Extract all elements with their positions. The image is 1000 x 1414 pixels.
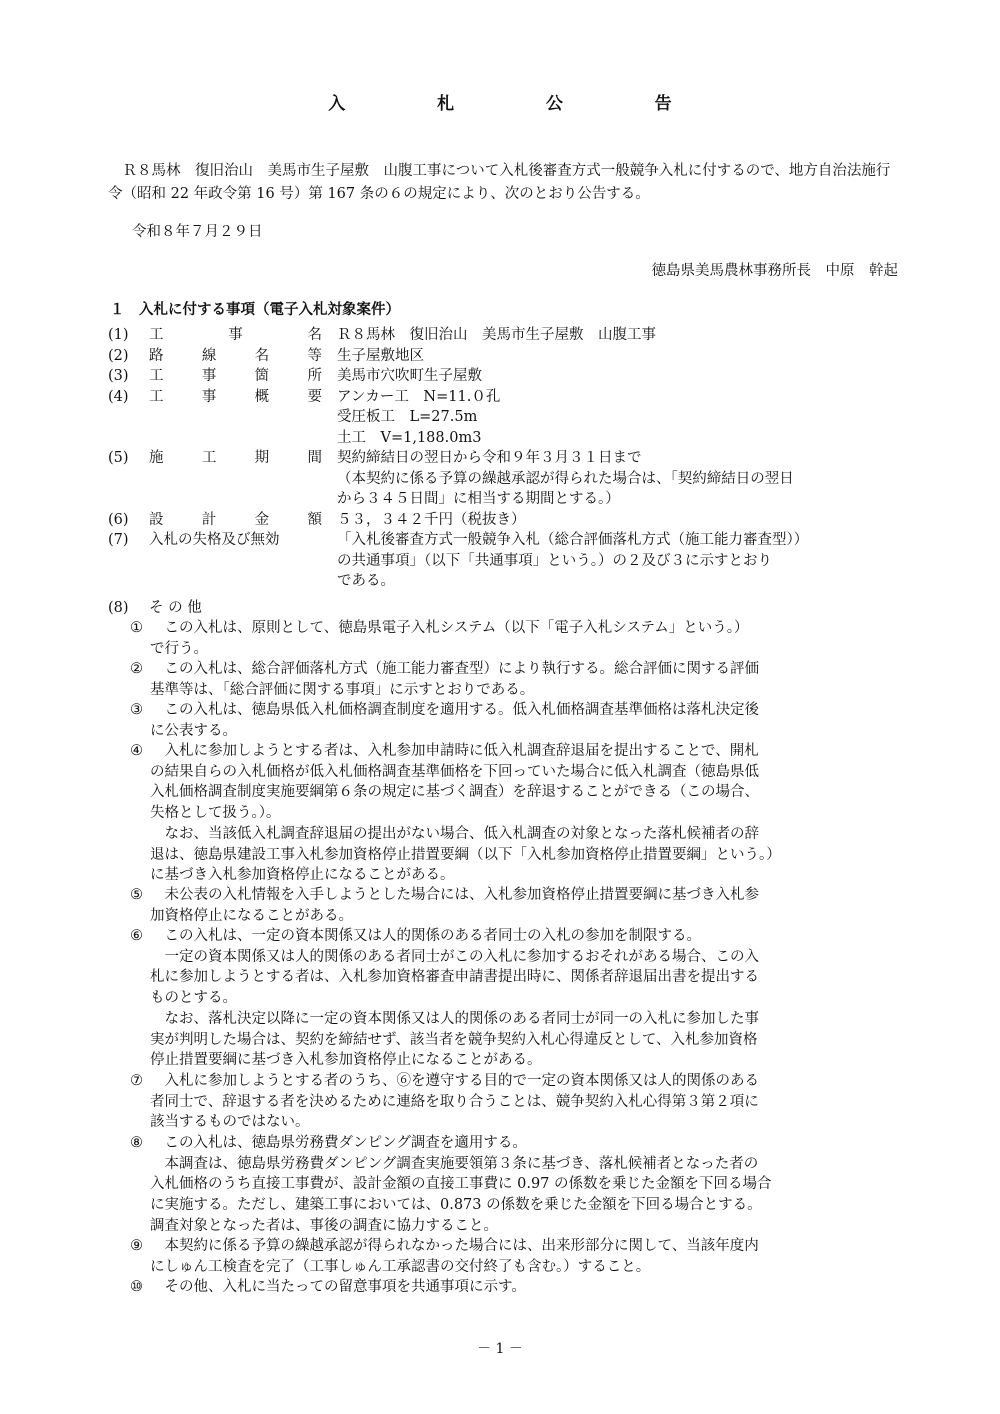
subitem-marker: ⑤ xyxy=(130,887,143,903)
item-number: (5) xyxy=(108,450,129,466)
label-char: 概 xyxy=(254,388,270,405)
label-char: 設 xyxy=(149,511,164,528)
signer: 徳島県美馬農林事務所長 中原 幹起 xyxy=(651,263,898,279)
label-char: 工 xyxy=(201,450,217,466)
item-label: そ の 他 xyxy=(149,600,202,616)
subitem-text xyxy=(150,1236,898,1277)
subitem-text xyxy=(150,1071,898,1133)
item-7 xyxy=(108,530,898,592)
subitem-line: に基づき入札参加資格停止になることがある。 xyxy=(150,867,455,884)
subitem-line: 未公表の入札情報を入手しようとした場合には、入札参加資格停止措置要綱に基づき入札参 xyxy=(164,887,759,903)
value-line: アンカー工 N=11.０孔 xyxy=(337,388,501,405)
subitem-line: 札に参加しようとする者は、入札参加資格審査申請書提出時に、関係者辞退届出書を提出する xyxy=(150,969,759,986)
label-char: 等 xyxy=(307,347,322,364)
item-value xyxy=(337,366,898,387)
subitem-line: 基準等は、「総合評価に関する事項」に示すとおりである。 xyxy=(150,681,535,698)
subitem-text xyxy=(150,618,898,659)
label-char: 工 xyxy=(149,368,164,384)
item-8-heading xyxy=(108,598,202,619)
label-char: 額 xyxy=(307,511,322,528)
subitem-marker: ⑨ xyxy=(130,1238,143,1254)
subitem xyxy=(130,700,898,741)
label-char: 計 xyxy=(201,511,217,528)
subitem-line: に公表する。 xyxy=(150,722,237,739)
subitem-line: この入札は、総合評価落札方式（施工能力審査型）により執行する。総合評価に関する評価 xyxy=(164,661,759,677)
subitem xyxy=(130,926,898,1071)
item-value xyxy=(337,530,898,592)
label-char: 工 xyxy=(149,327,164,343)
label-char: 名 xyxy=(307,327,322,343)
item-number: (3) xyxy=(108,368,129,384)
item-value xyxy=(337,448,898,510)
subitem-line: この入札は、一定の資本関係又は人的関係のある者同士の入札の参加を制限する。 xyxy=(164,928,701,944)
subitem-text xyxy=(150,926,898,1071)
subitem-text xyxy=(150,741,898,886)
subitem-line: 加資格停止になることがある。 xyxy=(150,907,353,924)
subitem-line: 入札価格調査制度実施要綱第６条の規定に基づく調査）を辞退することができる（この場合、 xyxy=(150,784,759,801)
subitem-line: この入札は、原則として、徳島県電子入札システム（以下「電子入札システム」という。） xyxy=(164,620,749,636)
subitem-marker: ⑧ xyxy=(130,1135,143,1151)
item-6 xyxy=(108,510,898,531)
subitem-line: なお、落札決定以降に一定の資本関係又は人的関係のある者同士が同一の入札に参加した事 xyxy=(150,1010,759,1027)
subitem-line: 停止措置要綱に基づき入札参加資格停止になることがある。 xyxy=(150,1052,542,1069)
value-line: 生子屋敷地区 xyxy=(337,347,424,364)
item-number: (2) xyxy=(108,347,129,364)
label-char: 路 xyxy=(149,347,164,364)
item-label xyxy=(149,346,337,367)
item-4 xyxy=(108,387,898,449)
label-char: 間 xyxy=(307,450,322,466)
value-line: （本契約に係る予算の繰越承認が得られた場合は、「契約締結日の翌日 xyxy=(337,470,794,487)
value-line: から３４５日間」に相当する期間とする。） xyxy=(337,491,620,507)
label-char: 要 xyxy=(307,388,322,405)
item-label xyxy=(149,325,337,346)
item-value xyxy=(337,387,898,449)
label-char: 施 xyxy=(149,450,164,466)
item-3 xyxy=(108,366,898,387)
item-label xyxy=(149,530,337,551)
label-char: 箇 xyxy=(254,368,270,384)
subitem-line: 本調査は、徳島県労務費ダンピング調査実施要領第３条に基づき、落札候補者となった者の xyxy=(150,1155,759,1172)
subitem-text xyxy=(150,1277,898,1298)
item-number: (6) xyxy=(108,511,129,528)
subitem-line: 者同士で、辞退する者を決めるために連絡を取り合うことは、競争契約入札心得第３第２項に xyxy=(150,1093,759,1110)
value-line: 美馬市穴吹町生子屋敷 xyxy=(337,368,482,384)
subitem-line: に実施する。ただし、建築工事においては、0.873 の係数を乗じた金額を下回る場合とする。 xyxy=(150,1197,762,1214)
label-char: 所 xyxy=(307,368,322,384)
page-title: 入 札 公 告 xyxy=(328,94,710,114)
subitem xyxy=(130,885,898,926)
subitem-line: の結果自らの入札価格が低入札価格調査基準価格を下回っていた場合に低入札調査（徳島県低 xyxy=(150,763,759,780)
label-char: 金 xyxy=(254,511,270,528)
subitem xyxy=(130,1071,898,1133)
item-number: (1) xyxy=(108,327,129,343)
subitem-marker: ① xyxy=(130,620,143,636)
subitem-marker: ③ xyxy=(130,702,143,718)
item-label xyxy=(149,366,337,387)
subitem-text xyxy=(150,659,898,700)
subitem-line: 退は、徳島県建設工事入札参加資格停止措置要綱（以下「入札参加資格停止措置要綱」という。） xyxy=(150,846,781,863)
subitem xyxy=(130,1236,898,1277)
subitem-line: 実が判明した場合は、契約を締結せず、該当者を競争契約入札心得違反として、入札参加資格 xyxy=(150,1031,758,1048)
label-char: 名 xyxy=(254,347,270,364)
subitem-line: 該当するものではない。 xyxy=(150,1114,310,1131)
label-char: 事 xyxy=(228,327,243,343)
subitem-line: 入札価格のうち直接工事費が、設計金額の直接工事費に 0.97 の係数を乗じた金額を下回る場合 xyxy=(150,1176,772,1193)
section-1-title: １ 入札に付する事項（電子入札対象案件） xyxy=(110,302,400,318)
item-1 xyxy=(108,325,898,346)
subitem-line: 一定の資本関係又は人的関係のある者同士がこの入札に参加するおそれがある場合、この入 xyxy=(150,948,759,965)
subitem-text xyxy=(150,700,898,741)
item-label xyxy=(149,387,337,408)
label-char: 事 xyxy=(201,368,217,384)
value-line: ５３，３４２千円（税抜き） xyxy=(337,511,526,528)
item-list xyxy=(108,325,898,592)
item-number: (4) xyxy=(108,388,129,405)
item-2 xyxy=(108,346,898,367)
item-value xyxy=(337,325,898,346)
value-line: 「入札後審査方式一般競争入札（総合評価落札方式（施工能力審査型）） xyxy=(337,532,809,548)
subitem-line: なお、当該低入札調査辞退届の提出がない場合、低入札調査の対象となった落札候補者の辞 xyxy=(150,825,759,842)
subitem-line: この入札は、徳島県低入札価格調査制度を適用する。低入札価格調査基準価格は落札決定後 xyxy=(164,702,759,718)
value-line: 土工 V=1,188.0m3 xyxy=(337,429,482,446)
subitem-marker: ⑦ xyxy=(130,1073,143,1089)
subitem-line: 本契約に係る予算の繰越承認が得られなかった場合には、出来形部分に関して、当該年度内 xyxy=(164,1238,759,1254)
subitem-line: その他、入札に当たっての留意事項を共通事項に示す。 xyxy=(164,1279,526,1295)
subitem-line: この入札は、徳島県労務費ダンピング調査を適用する。 xyxy=(164,1135,527,1151)
value-line: 受圧板工 L=27.5m xyxy=(337,409,478,425)
intro-text: Ｒ８馬林 復旧治山 美馬市生子屋敷 山腹工事について入札後審査方式一般競争入札に付するので、地方自治法施行令（昭和 22 年政令第 16 号）第 167 条の６の規定により、次のとおり公告する。 xyxy=(108,163,891,202)
intro-paragraph xyxy=(108,160,898,206)
subitem-line: 入札に参加しようとする者のうち、⑥を遵守する目的で一定の資本関係又は人的関係のある xyxy=(164,1073,759,1089)
item-5 xyxy=(108,448,898,510)
subitem-line: にしゅん工検査を完了（工事しゅん工承認書の交付終了も含む。）すること。 xyxy=(150,1258,651,1275)
value-line: 契約締結日の翌日から令和９年３月３１日まで xyxy=(337,450,642,466)
subitem-line: 失格として扱う。）。 xyxy=(150,805,281,822)
subitem-line: 調査対象となった者は、事後の調査に協力すること。 xyxy=(150,1217,498,1234)
item-number: (7) xyxy=(108,532,129,548)
subitem-line: 入札に参加しようとする者は、入札参加申請時に低入札調査辞退届を提出することで、開札 xyxy=(164,743,759,759)
label-char: 工 xyxy=(149,388,164,405)
item-value xyxy=(337,346,898,367)
item-label xyxy=(149,510,337,531)
label-char: 事 xyxy=(201,388,217,405)
subitem-line: で行う。 xyxy=(150,640,208,657)
subitem-text xyxy=(150,1133,898,1237)
item-value xyxy=(337,510,898,531)
value-line: である。 xyxy=(337,573,395,589)
item-label xyxy=(149,448,337,469)
item-number: (8) xyxy=(108,600,129,616)
label-text: 入札の失格及び無効 xyxy=(149,532,280,548)
subitem xyxy=(130,741,898,886)
subitem xyxy=(130,659,898,700)
page-number: － 1 － xyxy=(477,1341,523,1357)
subitem-marker: ⑥ xyxy=(130,928,143,944)
label-char: 線 xyxy=(201,347,217,364)
subitem-marker: ⑩ xyxy=(130,1279,143,1295)
subitem-marker: ② xyxy=(130,661,143,677)
notice-date: 令和８年７月２９日 xyxy=(132,224,263,240)
value-line: の共通事項」（以下「共通事項」という。）の２及び３に示すとおり xyxy=(337,552,772,569)
subitem-marker: ④ xyxy=(130,743,143,759)
subitem-text xyxy=(150,885,898,926)
subitem xyxy=(130,1277,898,1298)
subitem xyxy=(130,618,898,659)
subitem-line: ものとする。 xyxy=(150,990,237,1007)
value-line: Ｒ８馬林 復旧治山 美馬市生子屋敷 山腹工事 xyxy=(337,327,656,343)
label-char: 期 xyxy=(254,450,270,466)
subitem xyxy=(130,1133,898,1237)
